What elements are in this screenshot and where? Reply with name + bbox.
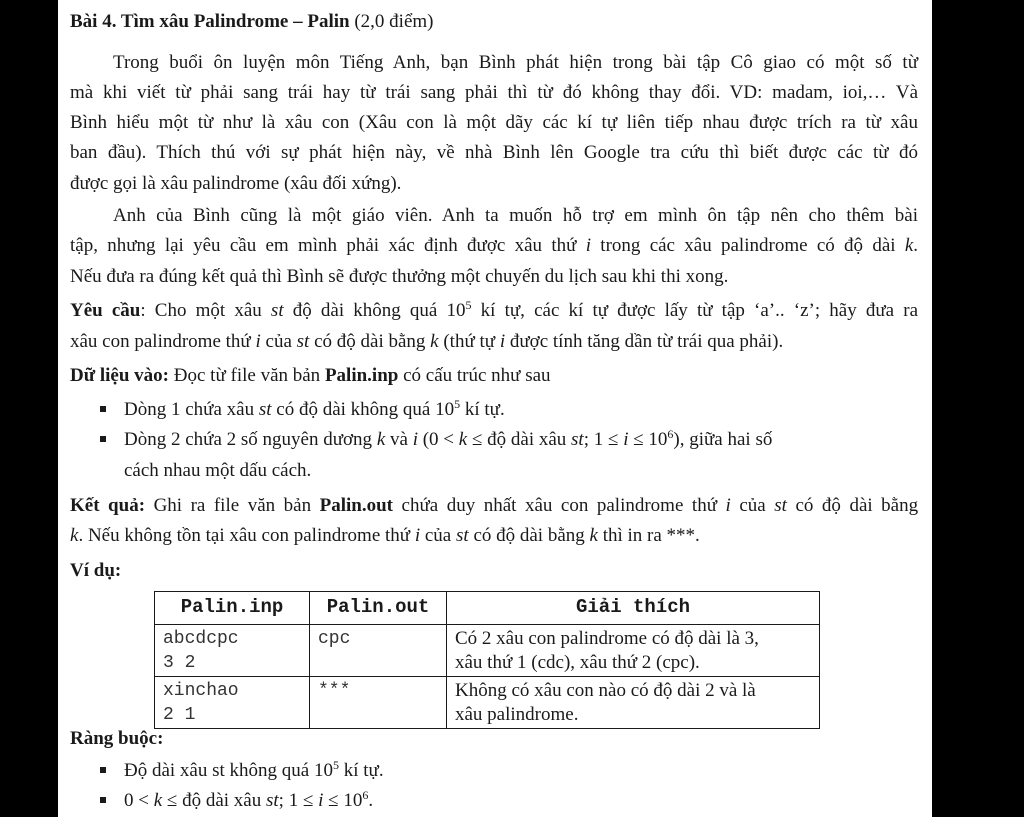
input-bullet2: Dòng 2 chứa 2 số nguyên dương k và i (0 < k ≤ độ dài xâu st; $1 \le i \le 10^6$), giữa hai số: [124, 427, 773, 450]
example-label: Ví dụ:: [70, 560, 122, 581]
para1-line3: Bình hiểu một từ như là xâu con (Xâu con là một dãy các kí tự liên tiếp nhau được trích ra từ xâu: [70, 112, 918, 133]
problem-title: [70, 10, 434, 34]
table-cell-explanation: Có 2 xâu con palindrome có độ dài là 3, xâu thứ 1 (cdc), xâu thứ 2 (cpc).: [447, 625, 820, 677]
output-file-name: Palin.out: [319, 495, 393, 516]
input-label: Dữ liệu vào:: [70, 365, 170, 386]
para1-line5: được gọi là xâu palindrome (xâu đối xứng).: [70, 173, 402, 194]
table-cell-output: ***: [310, 677, 447, 729]
input-file-name: Palin.inp: [324, 365, 399, 386]
para2-line3: Nếu đưa ra đúng kết quả thì Bình sẽ được thưởng một chuyến du lịch sau khi thi xong.: [70, 266, 729, 287]
constraint-item-2: 0 < k ≤ độ dài xâu st; $1 \le i \le 10^6$.: [124, 788, 374, 811]
para1-line4: ban đầu). Thích thú với sự phát hiện này, về nhà Bình lên Google tra cứu thì biết được các từ đó: [70, 142, 918, 163]
para1-line2: mà khi viết từ phải sang trái hay từ trái sang phải thì từ đó không thay đổi. VD: madam, ioi,… Và: [70, 82, 918, 103]
requirement-line1: Yêu cầu: Cho một xâu st độ dài không quá $10^5$ kí tự, các kí tự được lấy từ tập ‘a’.. ‘z’; hãy đưa ra: [70, 298, 919, 321]
para2-line1: Anh của Bình cũng là một giáo viên. Anh ta muốn hỗ trợ em mình ôn tập nên cho thêm bài: [113, 205, 918, 226]
para1-line1: Trong buổi ôn luyện môn Tiếng Anh, bạn Bình phát hiện trong bài tập Cô giao có một số từ: [113, 52, 918, 73]
document-page: [58, 0, 932, 817]
bullet-icon: [100, 436, 106, 442]
requirement-line2: xâu con palindrome thứ i của st có độ dài bằng k (thứ tự i được tính tăng dần từ trái qua phải).: [70, 331, 784, 352]
output-label: Kết quả:: [70, 495, 146, 516]
constraint-item-1: Độ dài xâu st không quá $10^5$ kí tự.: [124, 758, 384, 781]
bullet-icon: [100, 797, 106, 803]
input-bullet2-line2: cách nhau một dấu cách.: [124, 460, 312, 481]
requirement-label: Yêu cầu: [70, 300, 141, 321]
input-bullet1: Dòng 1 chứa xâu st có độ dài không quá $10^5$ kí tự.: [124, 397, 505, 420]
constraints-label: Ràng buộc:: [70, 728, 164, 749]
output-line1: Kết quả: Ghi ra file văn bản Palin.out chứa duy nhất xâu con palindrome thứ i của st có độ dài bằng: [70, 495, 919, 516]
problem-title-label: Bài 4. Tìm xâu Palindrome – Palin: [70, 11, 350, 32]
para2-line2: tập, nhưng lại yêu cầu em mình phải xác định được xâu thứ i trong các xâu palindrome có độ dài k.: [70, 235, 919, 256]
bullet-icon: [100, 406, 106, 412]
table-cell-output: cpc: [310, 625, 447, 677]
table-cell-input: abcdcpc 3 2: [155, 625, 310, 677]
example-table: [154, 591, 820, 729]
table-header-cell: Palin.out: [310, 592, 447, 625]
table-header-row: [155, 592, 820, 625]
table-header-cell: Palin.inp: [155, 592, 310, 625]
table-header-cell: Giải thích: [447, 592, 820, 625]
output-line2: k. Nếu không tồn tại xâu con palindrome thứ i của st có độ dài bằng k thì in ra ***.: [70, 525, 700, 546]
problem-points: (2,0 điểm): [354, 11, 434, 32]
input-section-line: Dữ liệu vào: Đọc từ file văn bản Palin.inp có cấu trúc như sau: [70, 365, 551, 386]
bullet-icon: [100, 767, 106, 773]
table-cell-explanation: Không có xâu con nào có độ dài 2 và là xâu palindrome.: [447, 677, 820, 729]
table-row: [155, 625, 820, 677]
table-row: [155, 677, 820, 729]
table-cell-input: xinchao 2 1: [155, 677, 310, 729]
